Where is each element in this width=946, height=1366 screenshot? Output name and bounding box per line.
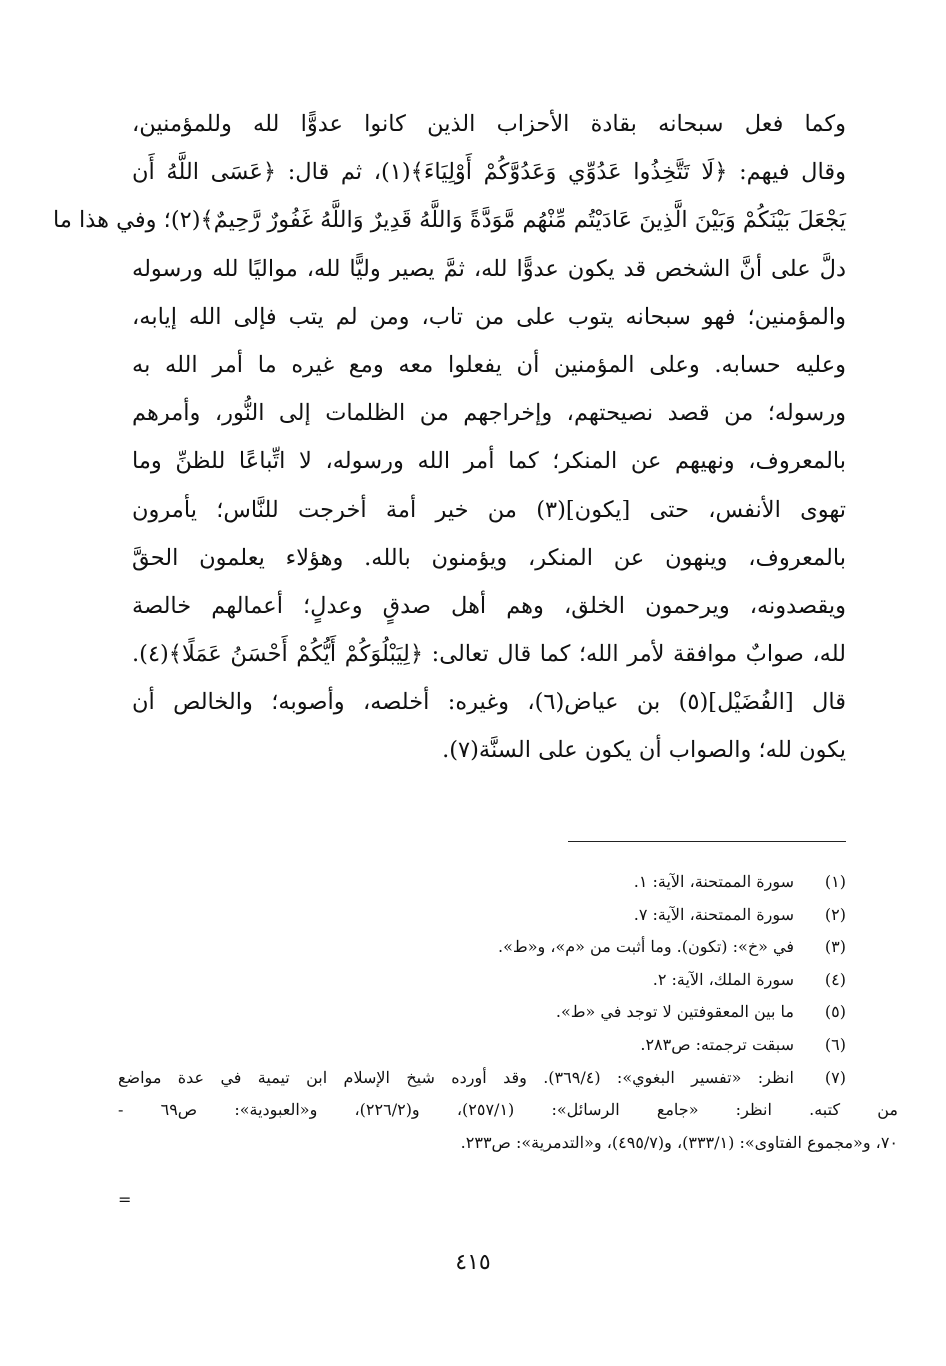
footnote [118,996,846,1029]
footnote-number: (٦) [824,1034,846,1054]
footnote-text: ما بين المعقوفتين لا توجد في «ط». [555,1002,794,1022]
main-text-line: يَجْعَلَ بَيْنَكُمْ وَبَيْنَ الَّذِينَ عَادَيْتُم مِّنْهُم مَّوَدَّةً وَاللَّهُ قَدِيرٌ وَاللَّهُ غَفُورٌ رَّحِيمٌ﴾(٢)؛ وفي هذا ما [53,207,846,234]
main-text-line: والمؤمنين؛ فهو سبحانه يتوب على من تاب، ومن لم يتب فإلى الله إيابه، [132,303,846,330]
footnote-number: (١) [824,872,846,891]
footnote-text-line: انظر: «تفسير البغوي»: (٣٦٩/٤). وقد أورده شيخ الإسلام ابن تيمية في عدة مواضع [118,1067,795,1087]
main-text-line: تهوى الأنفس، حتى [يكون](٣) من خير أمة أخرجت للنَّاس؛ يأمرون [132,496,846,523]
footnote-text-line: من كتبه. انظر: «جامع الرسائل»: (٢٥٧/١)، و(٢٢٦/٢)، و«العبودية»: ص٦٩ - [118,1100,898,1120]
footnote [118,899,846,932]
footnotes [118,866,898,1159]
footnote-text: في «خ»: (تكون). وما أثبت من «م»، و«ط». [498,937,794,957]
footnote-text [118,1062,794,1095]
footnote-text [118,1094,898,1159]
footnote-number: (٤) [824,969,846,989]
main-text-line: ويقصدونه، ويرحمون الخلق، وهم أهل صدقٍ وعدلٍ؛ أعمالهم خالصة [132,592,846,619]
main-text-line: دلَّ على أنَّ الشخص قد يكون عدوًّا لله، ثمَّ يصير وليًّا لله، مواليًا لله ورسوله [132,255,846,282]
main-text-line: بالمعروف، وينهون عن المنكر، ويؤمنون بالله. وهؤلاء يعلمون الحقَّ [132,544,846,571]
footnote [118,931,846,964]
footnote-number: (٣) [824,937,846,957]
footnote-divider [568,841,846,842]
main-text-line: وعليه حسابه. وعلى المؤمنين أن يفعلوا معه ومع غيره ما أمر الله به [132,351,846,378]
main-text-line: يكون لله؛ والصواب أن يكون على السنَّة(٧). [442,737,846,764]
footnote-number: (٢) [824,904,846,924]
main-text-line: وكما فعل سبحانه بقادة الأحزاب الذين كانوا عدوًّا لله وللمؤمنين، [132,111,846,137]
page-number: ٤١٥ [455,1250,491,1275]
footnote [118,866,846,899]
main-text-line: بالمعروف، ونهيهم عن المنكر؛ كما أمر الله ورسوله، لا اتِّباعًا للظنِّ وما [132,448,846,475]
footnote [118,964,846,997]
footnote-number: (٧) [824,1067,846,1087]
footnote-text: سورة الممتحنة، الآية: ١. [633,872,794,891]
footnote [118,1029,846,1062]
footnote-text: سورة الممتحنة، الآية: ٧. [633,904,794,924]
footnote-text-line: ٧٠، و«مجموع الفتاوى»: (٣٣٣/١)، و(٤٩٥/٧)، و«التدمرية»: ص٢٣٣. [460,1132,898,1152]
footnote [118,1062,846,1095]
main-text-line: لله، صوابٌ موافقة لأمر الله؛ كما قال تعالى: ﴿لِيَبْلُوَكُمْ أَيُّكُمْ أَحْسَنُ عَمَلًا﴾(٤). [132,641,846,668]
main-text-line: قال [الفُضَيْل](٥) بن عياض(٦)، وغيره: أخلصه، وأصوبه؛ والخالص أن [132,689,846,716]
main-text-line: وقال فيهم: ﴿لَا تَتَّخِذُوا عَدُوِّي وَعَدُوَّكُمْ أَوْلِيَاءَ﴾(١)، ثم قال: ﴿عَسَى اللَّهُ أَن [132,159,847,186]
main-text-line: ورسوله؛ من قصد نصيحتهم، وإخراجهم من الظلمات إلى النُّور، وأمرهم [132,400,846,427]
footnote-continuation [118,1094,898,1159]
footnote-text: سورة الملك، الآية: ٢. [652,969,794,989]
continuation-mark: = [118,1190,132,1209]
footnote-text: سبقت ترجمته: ص٢٨٣. [640,1034,794,1054]
footnote-number: (٥) [824,1002,846,1022]
main-text-body [53,100,847,775]
